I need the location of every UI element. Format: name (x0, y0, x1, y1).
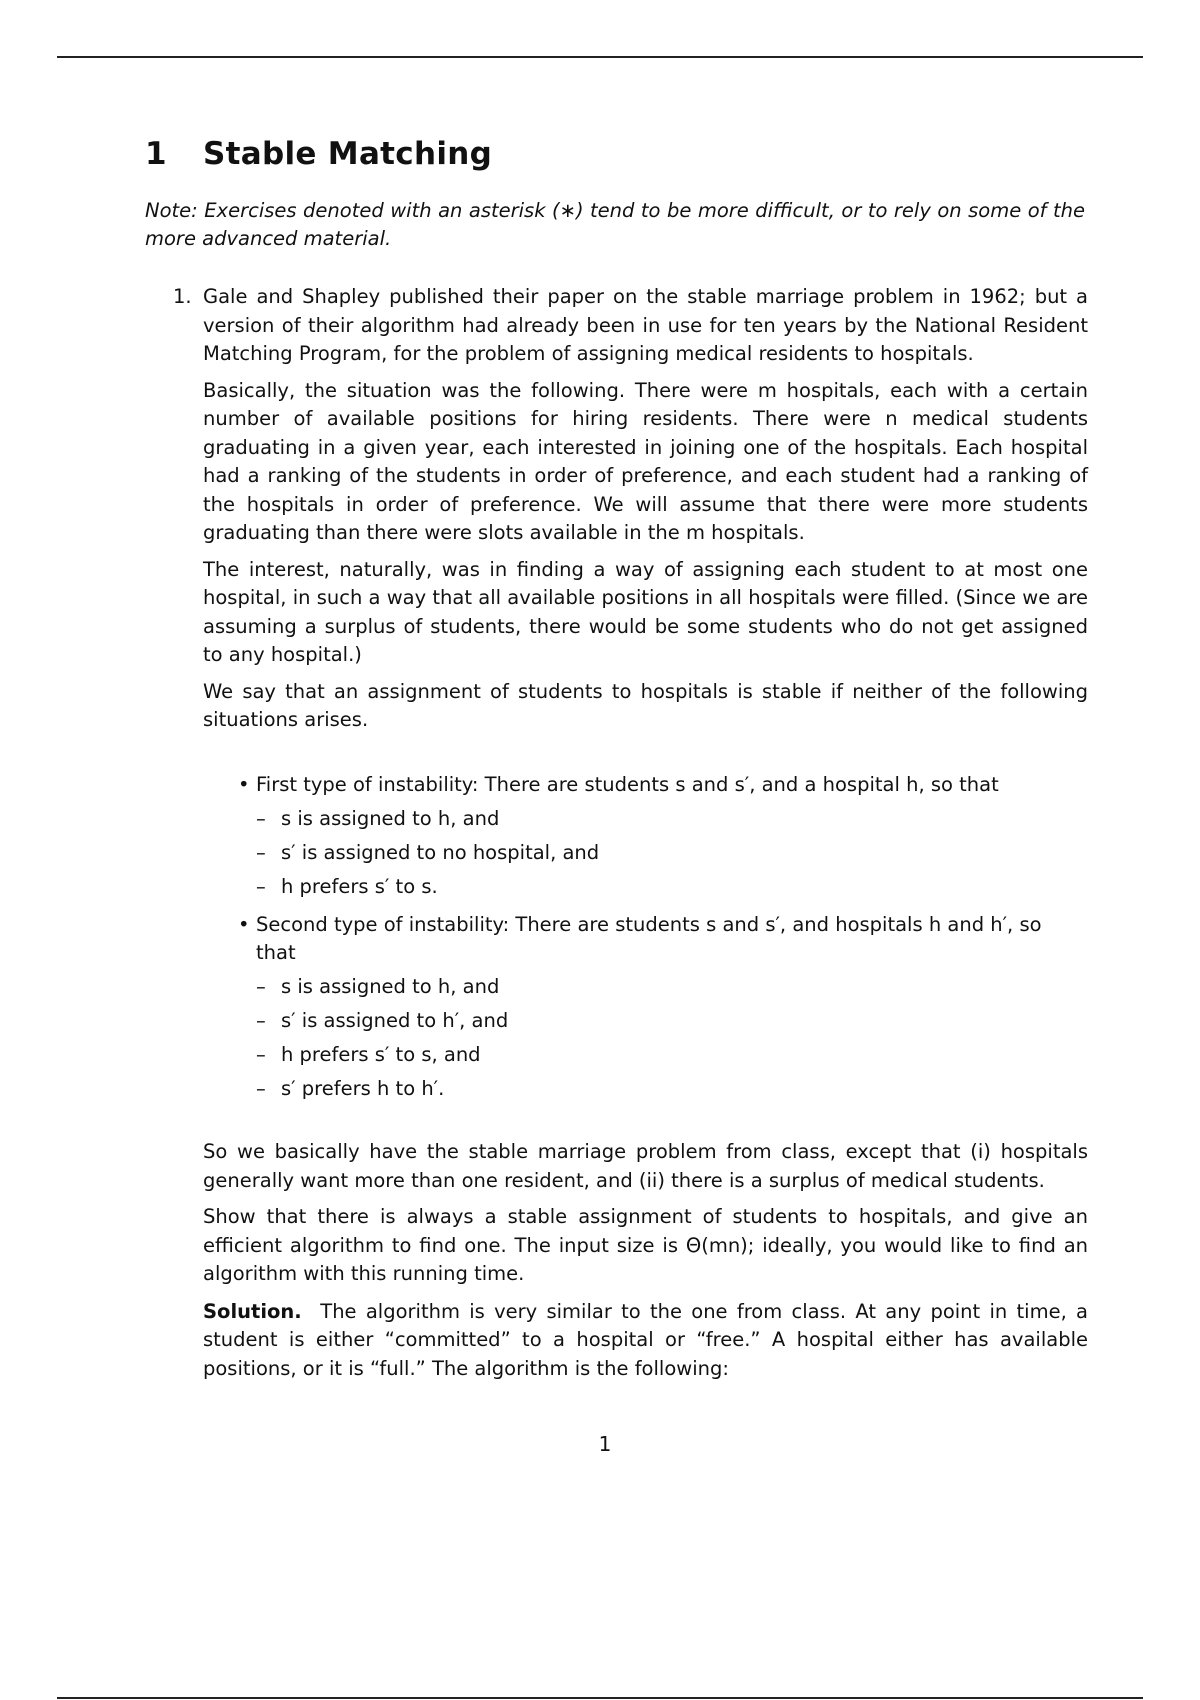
paragraph-history: Gale and Shapley published their paper on the stable marriage problem in 1962; but a version of their algorithm had already been in use for ten years by the National Resident Matching Program, for the problem of assigning medical residents to hospitals. (203, 285, 1088, 365)
paragraph-task: Show that there is always a stable assignment of students to hospitals, and give an efficient algorithm to find one. The input size is Θ(mn); ideally, you would like to find an algorithm with this running time. (203, 1205, 1088, 1285)
instability-second-label: Second type of instability: There are students s and s′, and hospitals h and h′, so that (256, 913, 1042, 964)
section-title: Stable Matching (203, 136, 493, 172)
page-number: 1 (598, 1432, 612, 1456)
solution-text: The algorithm is very similar to the one from class. At any point in time, a student is either “committed” to a hospital or “free.” A hospital either has available positions, or it is “full.” The algorithm is the following: (203, 1299, 1089, 1380)
paragraph-summary: So we basically have the stable marriage problem from class, except that (i) hospitals generally want more than one resident, and (ii) there is a surplus of medical students. (203, 1140, 1088, 1192)
solution-label: Solution. (203, 1299, 302, 1323)
top-rule (57, 56, 1143, 58)
bullet-dot: • (238, 773, 250, 796)
condition-item: – h prefers s′ to s, and (256, 1043, 481, 1066)
bullet-dot: • (238, 913, 250, 936)
paragraph-situation: Basically, the situation was the following. There were m hospitals, each with a certain number of available positions for hiring residents. There were n medical students graduating in a given year, each interested in joining one of the hospitals. Each hospital had a ranking of the students in order of preference, and each student had a ranking of the hospitals in order of preference. We will assume that there were more students graduating than there were slots available in the m hospitals. (203, 378, 1088, 544)
instability-second (238, 911, 1078, 967)
instability-first-label: First type of instability: There are students s and s′, and a hospital h, so that (256, 773, 999, 796)
exercise-note: Note: Exercises denoted with an asterisk (∗) tend to be more difficult, or to rely on some of the more advanced material. (145, 199, 1085, 250)
exercise-1-closing (203, 1138, 1088, 1383)
condition-item: – s′ prefers h to h′. (256, 1077, 445, 1100)
paragraph-stable-definition: We say that an assignment of students to hospitals is stable if neither of the following situations arises. (203, 679, 1088, 731)
condition-item: – s′ is assigned to no hospital, and (256, 841, 600, 864)
condition-item: – s is assigned to h, and (256, 975, 500, 998)
item-number: 1. (173, 285, 192, 308)
section-heading (145, 136, 492, 172)
section-number: 1 (145, 136, 167, 172)
solution-paragraph (203, 1298, 1088, 1384)
exercise-1-intro (173, 283, 1088, 735)
instability-list (238, 771, 1078, 1106)
condition-item: – h prefers s′ to s. (256, 875, 438, 898)
bottom-rule (57, 1697, 1143, 1699)
condition-item: – s′ is assigned to h′, and (256, 1009, 509, 1032)
condition-item: – s is assigned to h, and (256, 807, 500, 830)
instability-first (238, 771, 1078, 799)
paragraph-interest: The interest, naturally, was in finding a way of assigning each student to at most one hospital, in such a way that all available positions in all hospitals were filled. (Since we are assuming a surplus of students, there would be some students who do not get assigned to any hospital.) (203, 557, 1088, 666)
